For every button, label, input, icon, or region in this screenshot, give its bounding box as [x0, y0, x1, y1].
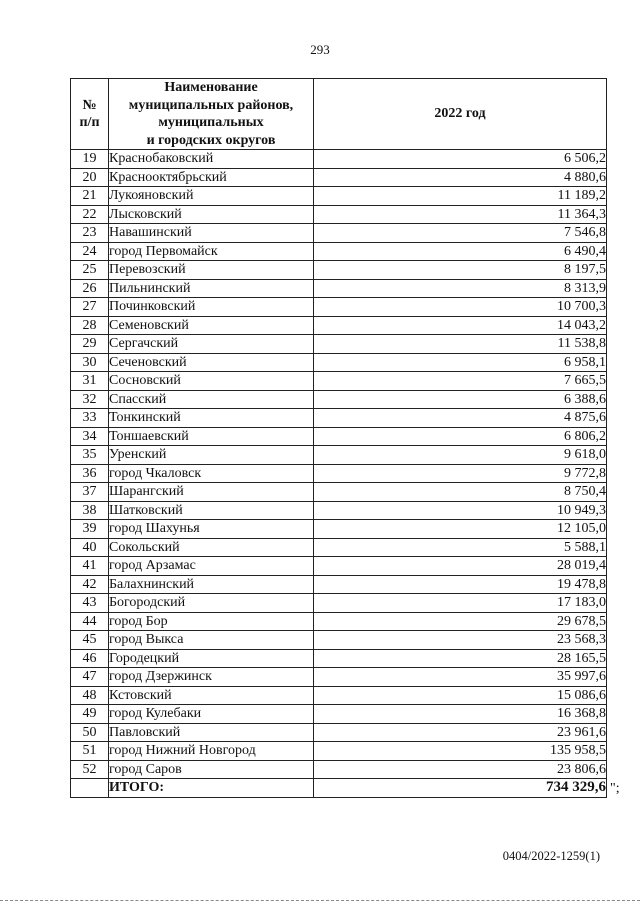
row-number: 51: [71, 742, 109, 761]
table-row: [71, 446, 607, 465]
district-name: Семеновский: [109, 316, 314, 335]
row-number: 44: [71, 612, 109, 631]
row-value: 15 086,6: [314, 686, 607, 705]
row-number: 40: [71, 538, 109, 557]
table-row: [71, 261, 607, 280]
row-number: 42: [71, 575, 109, 594]
row-number: 21: [71, 187, 109, 206]
row-number: 23: [71, 224, 109, 243]
table-header-row: [71, 79, 607, 150]
subsidy-table: [70, 78, 607, 798]
district-name: Навашинский: [109, 224, 314, 243]
row-number: 47: [71, 668, 109, 687]
header-number-line: №: [82, 97, 97, 113]
table-row: [71, 427, 607, 446]
row-value: 6 958,1: [314, 353, 607, 372]
table-row: [71, 353, 607, 372]
row-value: 8 197,5: [314, 261, 607, 280]
district-name: Балахнинский: [109, 575, 314, 594]
total-value: 734 329,6: [314, 779, 607, 798]
row-number: 49: [71, 705, 109, 724]
table-row: [71, 205, 607, 224]
row-value: 8 750,4: [314, 483, 607, 502]
district-name: Лысковский: [109, 205, 314, 224]
header-year: 2022 год: [314, 79, 607, 150]
header-name-line: муниципальных: [158, 115, 264, 130]
table-row: [71, 594, 607, 613]
row-value: 6 388,6: [314, 390, 607, 409]
row-number: 20: [71, 168, 109, 187]
table-row: [71, 742, 607, 761]
district-name: город Первомайск: [109, 242, 314, 261]
total-number-cell: [71, 779, 109, 798]
row-value: 17 183,0: [314, 594, 607, 613]
district-name: Сеченовский: [109, 353, 314, 372]
district-name: Городецкий: [109, 649, 314, 668]
row-value: 7 546,8: [314, 224, 607, 243]
district-name: Кстовский: [109, 686, 314, 705]
district-name: Спасский: [109, 390, 314, 409]
district-name: город Саров: [109, 760, 314, 779]
row-value: 28 165,5: [314, 649, 607, 668]
row-value: 16 368,8: [314, 705, 607, 724]
table-row: [71, 612, 607, 631]
row-number: 38: [71, 501, 109, 520]
row-value: 6 506,2: [314, 150, 607, 169]
district-name: Шатковский: [109, 501, 314, 520]
row-number: 36: [71, 464, 109, 483]
row-number: 34: [71, 427, 109, 446]
row-value: 29 678,5: [314, 612, 607, 631]
table-row: [71, 483, 607, 502]
table-row: [71, 575, 607, 594]
district-name: Сокольский: [109, 538, 314, 557]
row-number: 29: [71, 335, 109, 354]
table-row: [71, 705, 607, 724]
row-number: 39: [71, 520, 109, 539]
district-name: Перевозский: [109, 261, 314, 280]
district-name: Павловский: [109, 723, 314, 742]
row-value: 4 880,6: [314, 168, 607, 187]
district-name: Лукояновский: [109, 187, 314, 206]
district-name: Тонкинский: [109, 409, 314, 428]
row-number: 25: [71, 261, 109, 280]
table-row: [71, 372, 607, 391]
district-name: Починковский: [109, 298, 314, 317]
row-value: 10 949,3: [314, 501, 607, 520]
row-value: 23 961,6: [314, 723, 607, 742]
district-name: Сосновский: [109, 372, 314, 391]
district-name: город Выкса: [109, 631, 314, 650]
row-value: 23 806,6: [314, 760, 607, 779]
row-number: 41: [71, 557, 109, 576]
row-number: 31: [71, 372, 109, 391]
table-row: [71, 316, 607, 335]
row-number: 48: [71, 686, 109, 705]
row-value: 5 588,1: [314, 538, 607, 557]
row-number: 26: [71, 279, 109, 298]
total-label: ИТОГО:: [109, 779, 314, 798]
table-row: [71, 723, 607, 742]
table-row: [71, 668, 607, 687]
district-name: Пильнинский: [109, 279, 314, 298]
table-row: [71, 187, 607, 206]
row-number: 22: [71, 205, 109, 224]
district-name: Краснооктябрьский: [109, 168, 314, 187]
header-name-line: муниципальных районов,: [128, 97, 294, 113]
row-value: 19 478,8: [314, 575, 607, 594]
district-name: город Кулебаки: [109, 705, 314, 724]
total-row: [71, 779, 607, 798]
table-row: [71, 686, 607, 705]
header-name-line: Наименование: [164, 80, 258, 95]
table-row: [71, 520, 607, 539]
bottom-divider: [0, 900, 640, 902]
row-value: 23 568,3: [314, 631, 607, 650]
document-code: 0404/2022-1259(1): [502, 849, 600, 863]
row-value: 9 618,0: [314, 446, 607, 465]
closing-quote-mark: ";: [610, 781, 620, 796]
row-value: 9 772,8: [314, 464, 607, 483]
row-number: 35: [71, 446, 109, 465]
header-number-line: п/п: [79, 115, 100, 130]
row-value: 135 958,5: [314, 742, 607, 761]
row-number: 30: [71, 353, 109, 372]
row-value: 35 997,6: [314, 668, 607, 687]
table-row: [71, 224, 607, 243]
table-row: [71, 631, 607, 650]
district-name: Уренский: [109, 446, 314, 465]
table-row: [71, 279, 607, 298]
row-value: 4 875,6: [314, 409, 607, 428]
district-name: Шарангский: [109, 483, 314, 502]
header-number: [71, 79, 109, 150]
row-value: 10 700,3: [314, 298, 607, 317]
table-row: [71, 150, 607, 169]
row-number: 43: [71, 594, 109, 613]
table-row: [71, 538, 607, 557]
row-value: 12 105,0: [314, 520, 607, 539]
district-name: Богородский: [109, 594, 314, 613]
district-name: город Нижний Новгород: [109, 742, 314, 761]
row-number: 33: [71, 409, 109, 428]
row-number: 37: [71, 483, 109, 502]
row-number: 45: [71, 631, 109, 650]
row-number: 32: [71, 390, 109, 409]
row-value: 6 806,2: [314, 427, 607, 446]
row-number: 50: [71, 723, 109, 742]
table-row: [71, 557, 607, 576]
row-value: 7 665,5: [314, 372, 607, 391]
table-row: [71, 390, 607, 409]
row-value: 6 490,4: [314, 242, 607, 261]
district-name: Краснобаковский: [109, 150, 314, 169]
header-name: [109, 79, 314, 150]
table-row: [71, 409, 607, 428]
table-row: [71, 168, 607, 187]
district-name: город Шахунья: [109, 520, 314, 539]
header-name-line: и городских округов: [146, 132, 276, 148]
table-row: [71, 242, 607, 261]
table-row: [71, 649, 607, 668]
page-number: 293: [310, 42, 330, 57]
district-name: город Дзержинск: [109, 668, 314, 687]
district-name: город Чкаловск: [109, 464, 314, 483]
row-value: 28 019,4: [314, 557, 607, 576]
table-body: [71, 150, 607, 798]
district-name: Тоншаевский: [109, 427, 314, 446]
row-value: 11 364,3: [314, 205, 607, 224]
row-number: 46: [71, 649, 109, 668]
row-value: 8 313,9: [314, 279, 607, 298]
table-row: [71, 464, 607, 483]
table-row: [71, 335, 607, 354]
table-row: [71, 760, 607, 779]
row-number: 19: [71, 150, 109, 169]
row-value: 14 043,2: [314, 316, 607, 335]
table-row: [71, 501, 607, 520]
district-name: город Арзамас: [109, 557, 314, 576]
row-number: 28: [71, 316, 109, 335]
district-name: город Бор: [109, 612, 314, 631]
district-name: Сергачский: [109, 335, 314, 354]
row-number: 52: [71, 760, 109, 779]
row-number: 24: [71, 242, 109, 261]
row-number: 27: [71, 298, 109, 317]
table-row: [71, 298, 607, 317]
row-value: 11 189,2: [314, 187, 607, 206]
row-value: 11 538,8: [314, 335, 607, 354]
